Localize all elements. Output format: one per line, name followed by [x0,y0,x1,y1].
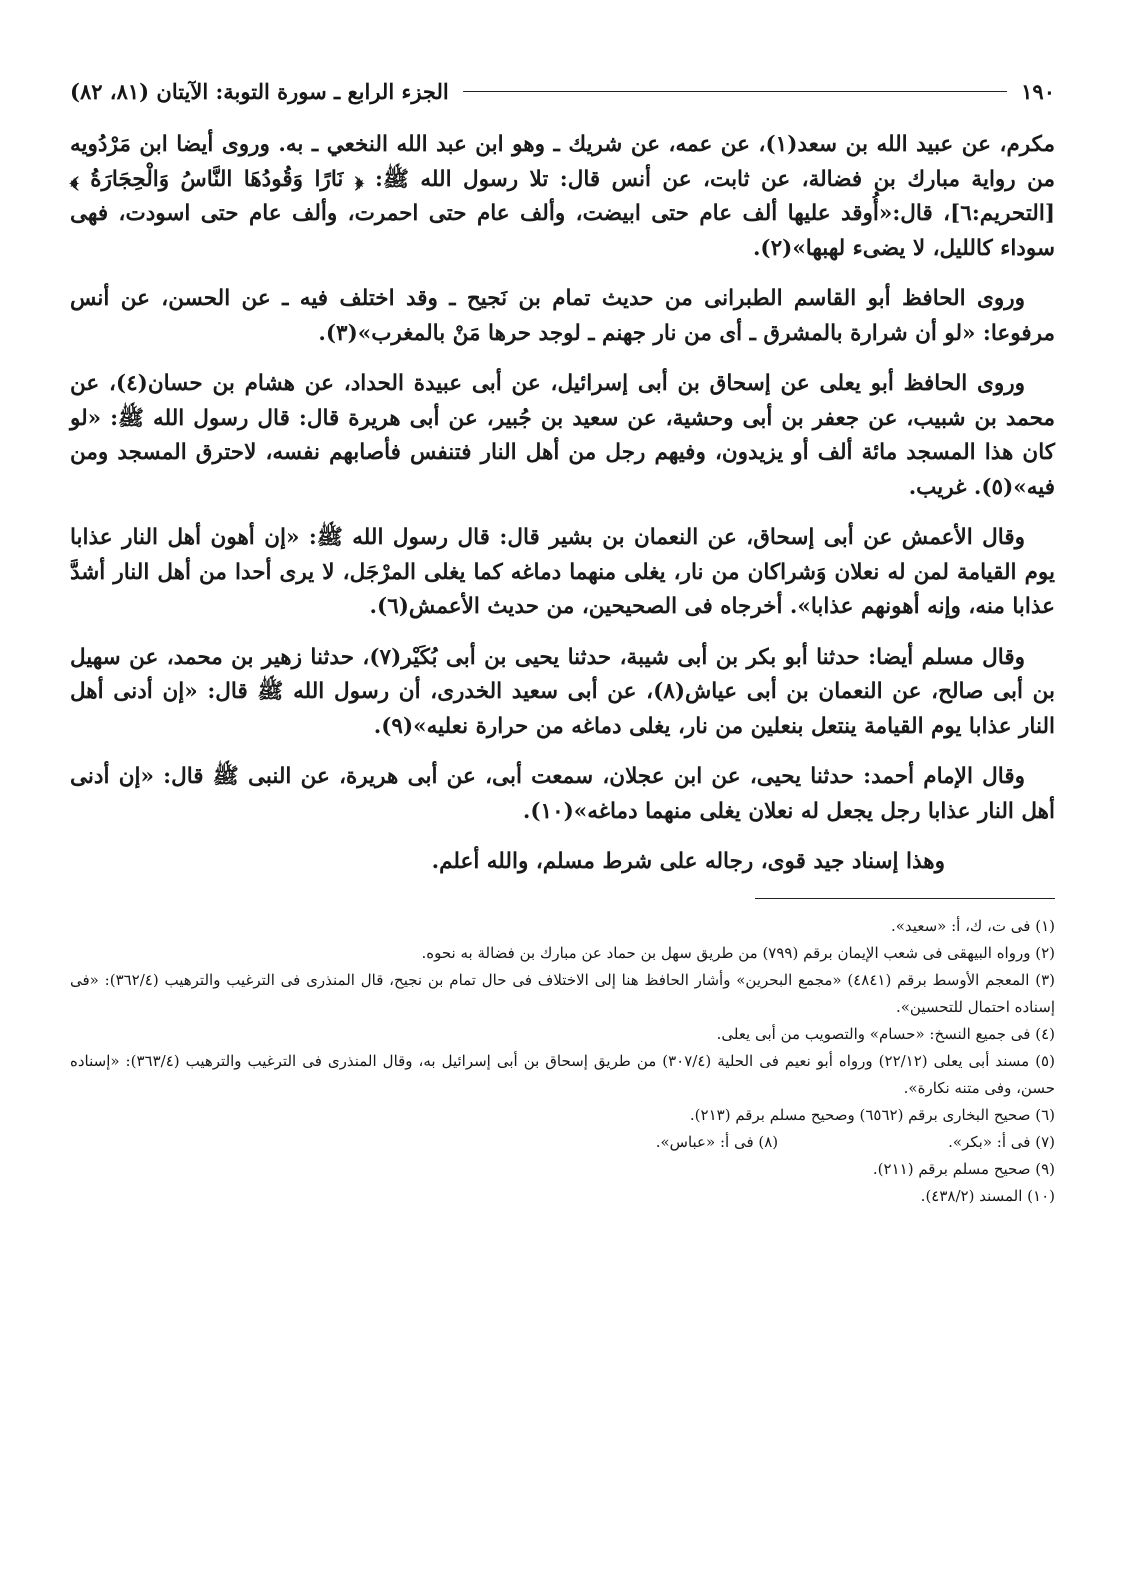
footnote: (٤) فى جميع النسخ: «حسام» والتصويب من أبى يعلى. [716,1024,1055,1043]
footnotes [70,913,1055,1210]
footnote: (٦) صحيح البخارى برقم (٦٥٦٢) وصحيح مسلم برقم (٢١٣). [689,1105,1055,1124]
paragraph: مكرم، عن عبيد الله بن سعد(١)، عن عمه، عن شريك ـ وهو ابن عبد الله النخعي ـ به. وروى أيضا ابن مَرْدُويه من رواية مبارك بن فضالة، عن ثابت، عن أنس قال: تلا رسول الله ﷺ: ﴿ نَارًا وَقُودُهَا النَّاسُ وَالْحِجَارَةُ ﴾ [التحريم:٦]، قال:«أُوقد عليها ألف عام حتى ابيضت، وألف عام حتى احمرت، وألف عام حتى اسودت، فهى سوداء كالليل، لا يضىء لهبها»(٢). [70,132,1056,261]
footnote: (٢) ورواه البيهقى فى شعب الإيمان برقم (٧٩٩) من طريق سهل بن حماد عن مبارك بن فضالة به نحوه. [421,943,1055,962]
paragraph: وقال الإمام أحمد: حدثنا يحيى، عن ابن عجلان، سمعت أبى، عن أبى هريرة، عن النبى ﷺ قال: «إن أدنى أهل النار عذابا رجل يجعل له نعلان يغلى منهما دماغه»(١٠). [70,764,1055,824]
footnote: (١٠) المسند (٤٣٨/٢). [920,1186,1055,1205]
footnote: (٧) فى أ: «بكر». [948,1132,1055,1151]
footnote-row [70,1129,1055,1156]
running-title: الجزء الرابع ـ سورة التوبة: الآيتان (٨١، ٨٢) [70,78,449,104]
running-header [70,68,1055,114]
header-rule [463,91,1007,92]
footnote-separator [755,898,1055,899]
footnote: (٩) صحيح مسلم برقم (٢١١). [872,1159,1055,1178]
footnote: (٨) فى أ: «عباس». [655,1132,779,1151]
main-text [70,128,1055,880]
book-page [70,68,1055,1591]
paragraph: وهذا إسناد جيد قوى، رجاله على شرط مسلم، والله أعلم. [431,849,945,874]
paragraph: وقال مسلم أيضا: حدثنا أبو بكر بن أبى شيبة، حدثنا يحيى بن أبى بُكَيْر(٧)، حدثنا زهير بن محمد، عن سهيل بن أبى صالح، عن النعمان بن أبى عياش(٨)، عن أبى سعيد الخدرى، أن رسول الله ﷺ قال: «إن أدنى أهل النار عذابا يوم القيامة ينتعل بنعلين من نار، يغلى دماغه من حرارة نعليه»(٩). [70,644,1055,739]
page-number: ١٩٠ [1021,78,1055,104]
footnote: (٣) المعجم الأوسط برقم (٤٨٤١) «مجمع البحرين» وأشار الحافظ هنا إلى الاختلاف فى حال تمام بن نجيح، قال المنذرى فى الترغيب والترهيب (٣٦٢/٤): «فى إسناده احتمال للتحسين». [70,970,1055,1016]
paragraph: وروى الحافظ أبو يعلى عن إسحاق بن أبى إسرائيل، عن أبى عبيدة الحداد، عن هشام بن حسان(٤)، عن محمد بن شبيب، عن جعفر بن أبى وحشية، عن سعيد بن جُبير، عن أبى هريرة قال: قال رسول الله ﷺ: «لو كان هذا المسجد مائة ألف أو يزيدون، وفيهم رجل من أهل النار فتنفس فأصابهم نفسه، لاحترق المسجد ومن فيه»(٥). غريب. [70,371,1055,500]
footnote: (١) فى ت، ك، أ: «سعيد». [890,916,1055,935]
paragraph: وقال الأعمش عن أبى إسحاق، عن النعمان بن بشير قال: قال رسول الله ﷺ: «إن أهون أهل النار عذابا يوم القيامة لمن له نعلان وَشراكان من نار، يغلى منهما دماغه كما يغلى المرْجَل، لا يرى أحدا من أهل النار أشدَّ عذابا منه، وإنه أهونهم عذابا». أخرجاه فى الصحيحين، من حديث الأعمش(٦). [70,525,1055,619]
paragraph: وروى الحافظ أبو القاسم الطبرانى من حديث تمام بن نَجيح ـ وقد اختلف فيه ـ عن الحسن، عن أنس مرفوعا: «لو أن شرارة بالمشرق ـ أى من نار جهنم ـ لوجد حرها مَنْ بالمغرب»(٣). [70,286,1055,346]
footnote: (٥) مسند أبى يعلى (٢٢/١٢) ورواه أبو نعيم فى الحلية (٣٠٧/٤) من طريق إسحاق بن أبى إسرائيل به، وقال المنذرى فى الترغيب والترهيب (٣٦٣/٤): «إسناده حسن، وفى متنه نكارة». [70,1051,1055,1097]
